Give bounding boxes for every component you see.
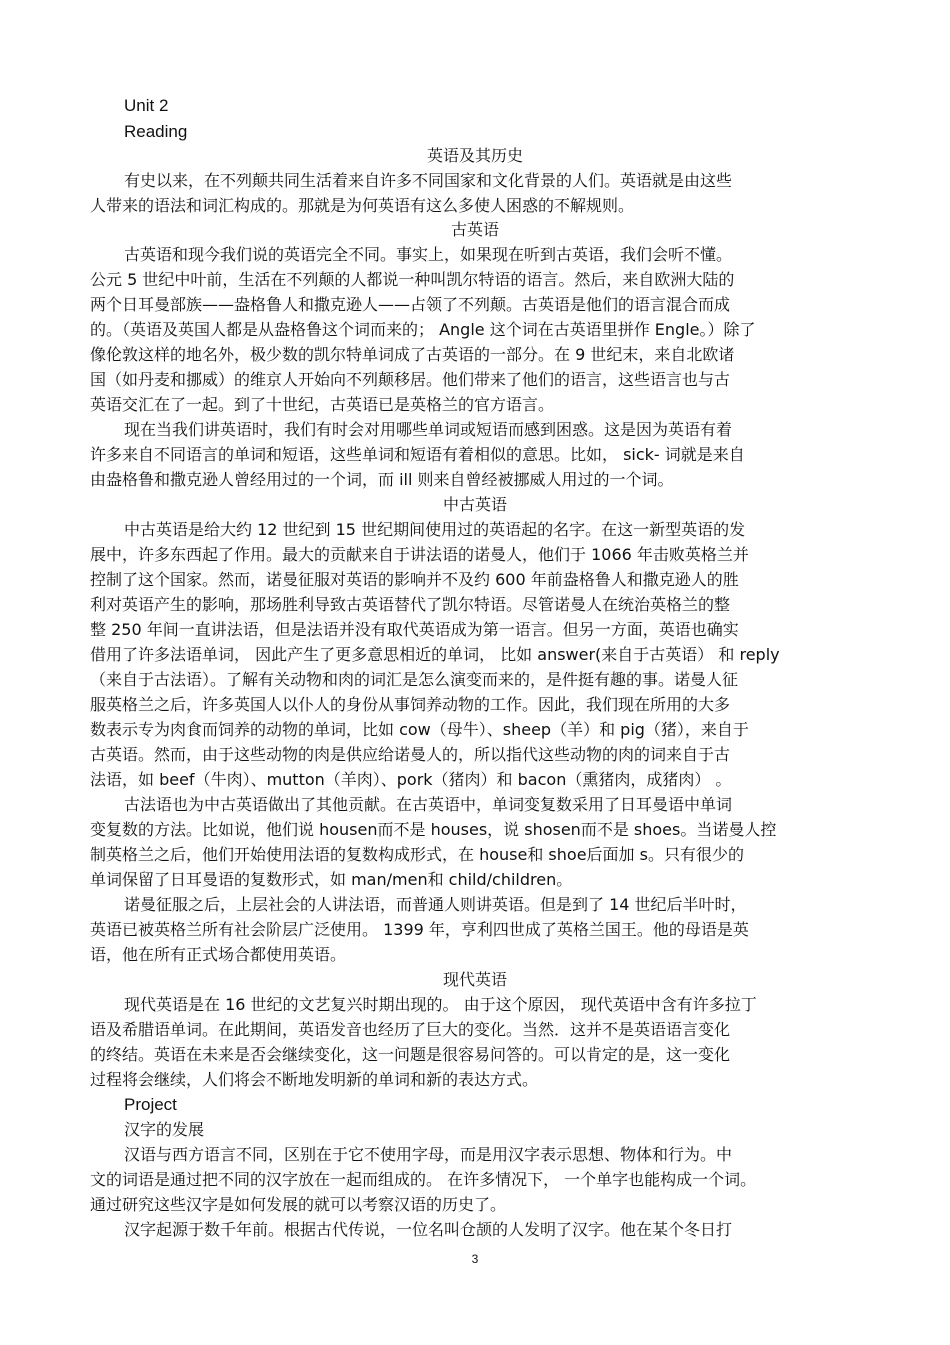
title-old-english: 古英语 [450,220,499,239]
paragraph-line: 文的词语是通过把不同的汉字放在一起而组成的。 在许多情况下， 一个单字也能构成一个词。 [90,1170,757,1189]
paragraph-line: 制英格兰之后，他们开始使用法语的复数构成形式，在 house和 shoe后面加 s。只有很少的 [90,845,744,864]
paragraph-line: 许多来自不同语言的单词和短语，这些单词和短语有着相似的意思。比如， sick- 词就是来自 [90,445,745,464]
paragraph-line: 像伦敦这样的地名外，极少数的凯尔特单词成了古英语的一部分。在 9 世纪末，来自北欧诸 [90,345,735,364]
paragraph-line: 古英语。然而，由于这些动物的肉是供应给诺曼人的，所以指代这些动物的肉的词来自于古 [90,745,731,764]
paragraph-line: 古英语和现今我们说的英语完全不同。事实上，如果现在听到古英语，我们会听不懂。 [124,245,733,264]
paragraph-line: 语及希腊语单词。在此期间，英语发音也经历了巨大的变化。当然．这并不是英语语言变化 [90,1020,731,1039]
paragraph-line: 中古英语是给大约 12 世纪到 15 世纪期间使用过的英语起的名字。在这一新型英语的发 [124,520,746,539]
paragraph-line: 现代英语是在 16 世纪的文艺复兴时期出现的。 由于这个原因， 现代英语中含有许多拉丁 [124,995,757,1014]
paragraph-line: 汉字起源于数千年前。根据古代传说，一位名叫仓颉的人发明了汉字。他在某个冬日打 [124,1220,733,1239]
paragraph-line: 单词保留了日耳曼语的复数形式，如 man/men和 child/children。 [90,870,573,889]
section-reading-heading: Reading [124,122,188,141]
paragraph-line: 服英格兰之后，许多英国人以仆人的身份从事饲养动物的工作。因此，我们现在所用的大多 [90,695,731,714]
paragraph-line: 数表示专为肉食而饲养的动物的单词，比如 cow（母牛）、sheep（羊）和 pig（猪），来自于 [90,720,749,739]
title-middle-english: 中古英语 [442,495,507,514]
page-number: 3 [471,1252,479,1266]
title-english-history: 英语及其历史 [426,146,523,165]
paragraph-line: 变复数的方法。比如说，他们说 housen而不是 houses，说 shosen而不是 shoes。当诺曼人控 [90,820,777,839]
paragraph-line: 控制了这个国家。然而，诺曼征服对英语的影响并不及约 600 年前盎格鲁人和撒克逊人的胜 [90,570,739,589]
title-chinese-characters: 汉字的发展 [124,1120,205,1139]
title-modern-english: 现代英语 [442,970,507,989]
paragraph-line: 的。（英语及英国人都是从盎格鲁这个词而来的； Angle 这个词在古英语里拼作 Engle。）除了 [90,320,756,339]
paragraph-line: 英语交汇在了一起。到了十世纪，古英语已是英格兰的官方语言。 [90,395,555,414]
paragraph-line: 整 250 年间一直讲法语，但是法语并没有取代英语成为第一语言。但另一方面，英语也确实 [90,620,739,639]
paragraph-line: 公元 5 世纪中叶前，生活在不列颠的人都说一种叫凯尔特语的语言。然后，来自欧洲大陆的 [90,270,735,289]
paragraph-line: 英语已被英格兰所有社会阶层广泛使用。 1399 年，亨利四世成了英格兰国王。他的母语是英 [90,920,749,939]
paragraph-line: 有史以来，在不列颠共同生活着来自许多不同国家和文化背景的人们。英语就是由这些 [124,171,733,190]
paragraph-line: 由盎格鲁和撒克逊人曾经用过的一个词，而 ill 则来自曾经被挪威人用过的一个词。 [90,470,674,489]
paragraph-line: 汉语与西方语言不同，区别在于它不使用字母，而是用汉字表示思想、物体和行为。中 [124,1145,733,1164]
paragraph-line: 展中，许多东西起了作用。最大的贡献来自于讲法语的诺曼人，他们于 1066 年击败英格兰并 [90,545,749,564]
paragraph-line: 两个日耳曼部族——盎格鲁人和撒克逊人——占领了不列颠。古英语是他们的语言混合而成 [90,295,731,314]
unit-heading: Unit 2 [124,96,169,115]
paragraph-line: （来自于古法语）。了解有关动物和肉的词汇是怎么演变而来的，是件挺有趣的事。诺曼人征 [90,670,739,689]
paragraph-line: 借用了许多法语单词， 因此产生了更多意思相近的单词， 比如 answer(来自于古英语） 和 reply [90,645,780,664]
paragraph-line: 现在当我们讲英语时，我们有时会对用哪些单词或短语而感到困惑。这是因为英语有着 [124,420,733,439]
section-project-heading: Project [124,1095,177,1114]
paragraph-line: 过程将会继续，人们将会不断地发明新的单词和新的表达方式。 [90,1070,539,1089]
paragraph-line: 国（如丹麦和挪威）的维京人开始向不列颠移居。他们带来了他们的语言，这些语言也与古 [90,370,731,389]
paragraph-line: 诺曼征服之后，上层社会的人讲法语，而普通人则讲英语。但是到了 14 世纪后半叶时， [124,895,747,914]
paragraph-line: 古法语也为中古英语做出了其他贡献。在古英语中，单词变复数采用了日耳曼语中单词 [124,795,733,814]
paragraph-line: 语，他在所有正式场合都使用英语。 [90,945,347,964]
paragraph-line: 利对英语产生的影响，那场胜利导致古英语替代了凯尔特语。尽管诺曼人在统治英格兰的整 [90,595,731,614]
paragraph-line: 法语，如 beef（牛肉）、mutton（羊肉）、pork（猪肉）和 bacon（熏猪肉，成猪肉） 。 [90,770,732,789]
paragraph-line: 的终结。英语在未来是否会继续变化，这一问题是很容易问答的。可以肯定的是，这一变化 [90,1045,731,1064]
paragraph-line: 通过研究这些汉字是如何发展的就可以考察汉语的历史了。 [90,1195,507,1214]
paragraph-line: 人带来的语法和词汇构成的。那就是为何英语有这么多使人困惑的不解规则。 [90,196,635,215]
